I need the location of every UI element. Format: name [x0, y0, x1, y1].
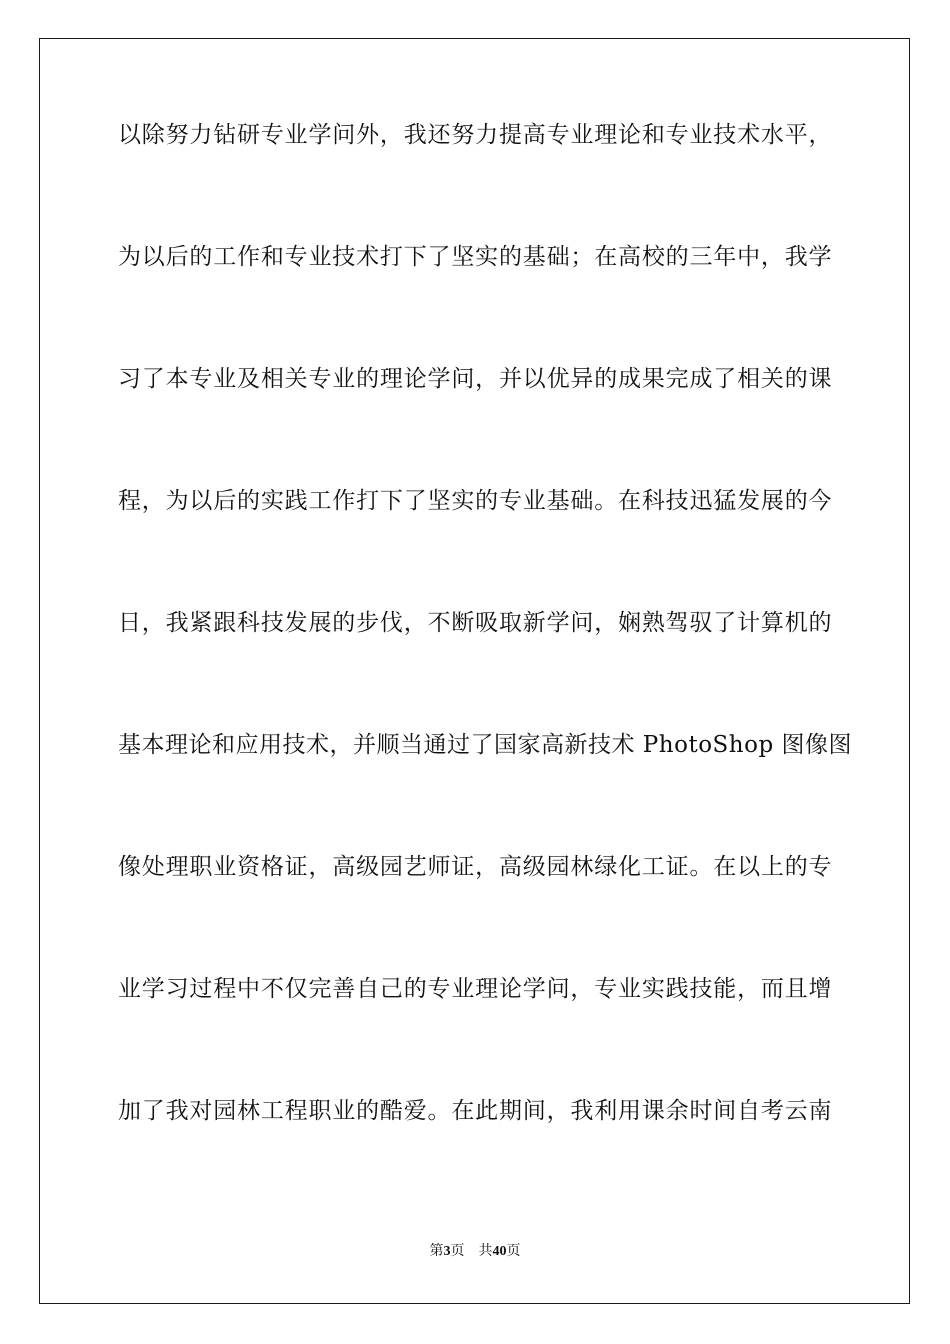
- total-pages: 40: [492, 1244, 507, 1259]
- total-prefix: 共: [478, 1243, 493, 1259]
- text-line-4: 程，为以后的实践工作打下了坚实的专业基础。在科技迅猛发展的今: [118, 488, 832, 514]
- total-suffix: 页: [506, 1243, 521, 1259]
- text-line-2: 为以后的工作和专业技术打下了坚实的基础；在高校的三年中，我学: [118, 244, 832, 270]
- page-prefix: 第: [429, 1243, 444, 1259]
- text-line-5: 日，我紧跟科技发展的步伐，不断吸取新学问，娴熟驾驭了计算机的: [118, 610, 832, 636]
- text-line-1: 以除努力钻研专业学问外，我还努力提高专业理论和专业技术水平，: [118, 122, 832, 148]
- text-line-6: 基本理论和应用技术，并顺当通过了国家高新技术 PhotoShop 图像图: [118, 732, 852, 758]
- text-line-9: 加了我对园林工程职业的酷爱。在此期间，我利用课余时间自考云南: [118, 1098, 832, 1124]
- text-line-8: 业学习过程中不仅完善自己的专业理论学问，专业实践技能，而且增: [118, 976, 832, 1002]
- page-suffix: 页: [450, 1243, 465, 1259]
- text-line-7: 像处理职业资格证，高级园艺师证，高级园林绿化工证。在以上的专: [118, 854, 832, 880]
- page-footer: [0, 1240, 950, 1260]
- text-line-3: 习了本专业及相关专业的理论学问，并以优异的成果完成了相关的课: [118, 366, 832, 392]
- page-number: 3: [443, 1244, 451, 1259]
- document-body: [118, 113, 852, 1211]
